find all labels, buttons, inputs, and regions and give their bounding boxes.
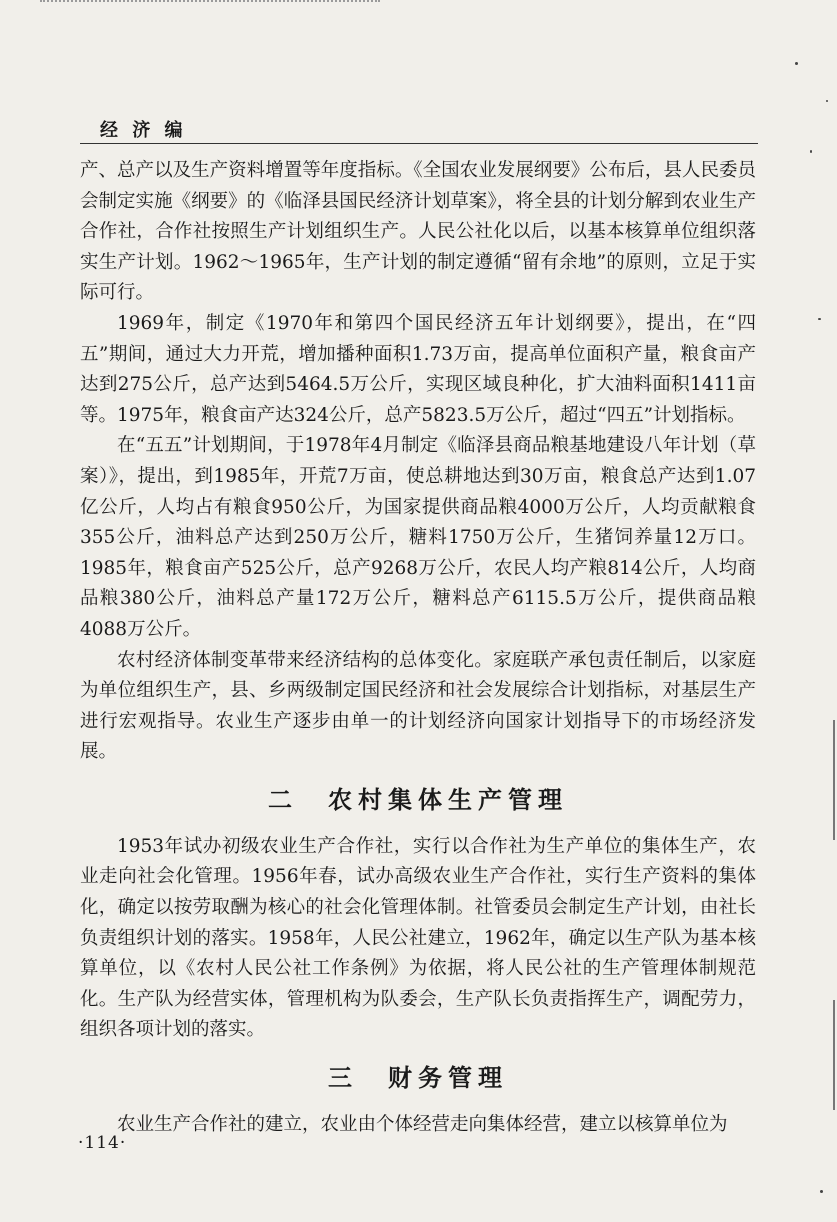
scan-edge-mark — [833, 1000, 835, 1110]
section-heading-collective-production: 二 农村集体生产管理 — [268, 784, 568, 814]
scan-speck — [826, 100, 828, 102]
page-number: ·114· — [78, 1133, 127, 1153]
paragraph: 农村经济体制变革带来经济结构的总体变化。家庭联产承包责任制后，以家庭为单位组织生产，县、乡两级制定国民经济和社会发展综合计划指标，对基层生产进行宏观指导。农业生产逐步由单一的计划经济向国家计划指导下的市场经济发展。 — [80, 649, 756, 763]
scan-speck — [820, 1190, 823, 1193]
paragraph: 在“五五”计划期间，于1978年4月制定《临泽县商品粮基地建设八年计划（草案）》，提出，到1985年，开荒7万亩，使总耕地达到30万亩，粮食总产达到1.07亿公斤，人均占有粮食950公斤，为国家提供商品粮4000万公斤，人均贡献粮食355公斤，油料总产达到250万公斤，糖料1750万公斤，生猪饲养量12万口。1985年，粮食亩产525公斤，总产9268万公斤，农民人均产粮814公斤，人均商品粮380公斤，油料总产量172万公斤，糖料总产6115.5万公斤，提供商品粮4088万公斤。 — [80, 435, 756, 640]
paragraph: 1969年，制定《1970年和第四个国民经济五年计划纲要》，提出，在“四五”期间，通过大力开荒，增加播种面积1.73万亩，提高单位面积产量，粮食亩产达到275公斤，总产达到5464.5万公斤，实现区域良种化，扩大油料面积1411亩等。1975年，粮食亩产达324公斤，总产5823.5万公斤，超过“四五”计划指标。 — [80, 312, 756, 426]
scan-speck — [795, 62, 798, 65]
scan-speck — [818, 318, 821, 320]
scan-speck — [810, 150, 812, 153]
body-text — [80, 156, 756, 1141]
section-heading-financial-management: 三 财务管理 — [328, 1063, 508, 1093]
running-header: 经 济 编 — [100, 120, 187, 141]
header-rule — [80, 143, 758, 144]
paragraph: 农业生产合作社的建立，农业由个体经营走向集体经营，建立以核算单位为 — [117, 1114, 728, 1136]
paragraph: 1953年试办初级农业生产合作社，实行以合作社为生产单位的集体生产，农业走向社会化管理。1956年春，试办高级农业生产合作社，实行生产资料的集体化，确定以按劳取酬为核心的社会化管理体制。社管委员会制定生产计划，由社长负责组织计划的落实。1958年，人民公社建立，1962年，确定以生产队为基本核算单位，以《农村人民公社工作条例》为依据，将人民公社的生产管理体制规范化。生产队为经营实体，管理机构为队委会，生产队长负责指挥生产，调配劳力，组织各项计划的落实。 — [80, 835, 756, 1041]
scan-edge-mark — [833, 720, 835, 840]
paragraph-continued: 产、总产以及生产资料增置等年度指标。《全国农业发展纲要》公布后，县人民委员会制定实施《纲要》的《临泽县国民经济计划草案》，将全县的计划分解到农业生产合作社，合作社按照生产计划组织生产。人民公社化以后，以基本核算单位组织落实生产计划。1962～1965年，生产计划的制定遵循“留有余地”的原则，立足于实际可行。 — [80, 160, 756, 304]
scan-top-border — [40, 0, 380, 2]
